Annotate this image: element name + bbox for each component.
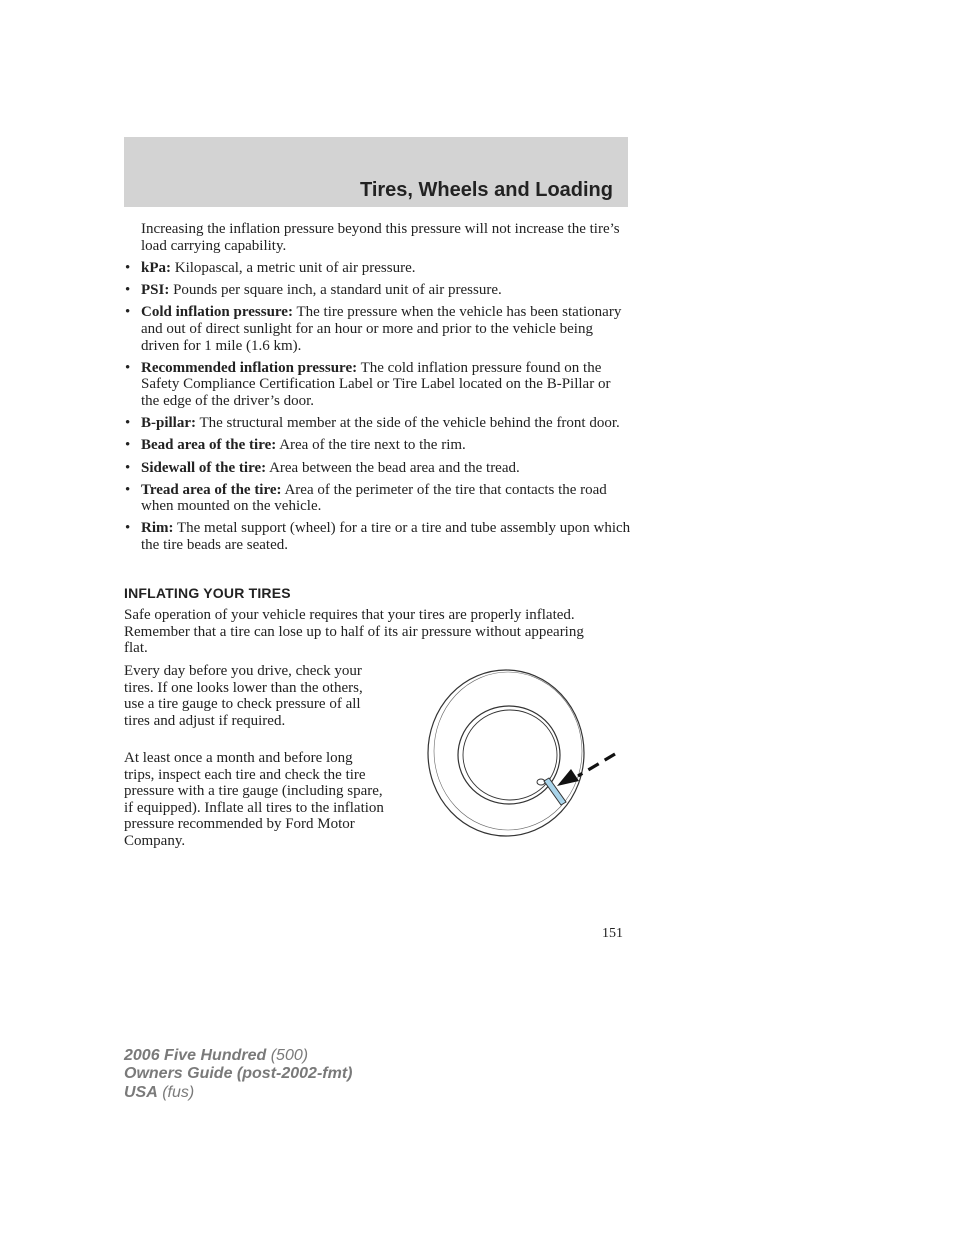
definition-term: Cold inflation pressure:	[141, 304, 293, 321]
definition-text: Pounds per square inch, a standard unit of air pressure.	[173, 282, 502, 299]
section-title: Tires, Wheels and Loading	[359, 179, 613, 201]
document-footer	[124, 1047, 352, 1102]
definition-item	[124, 282, 631, 299]
footer-market: USA	[124, 1083, 158, 1101]
definition-term: Recommended inflation pressure:	[141, 359, 358, 376]
definition-item	[124, 415, 631, 432]
footer-line-3	[124, 1084, 352, 1102]
definition-text: The metal support (wheel) for a tire or a tire and tube assembly upon which the tire beads are seated.	[141, 520, 631, 554]
tire-valve-stem-illustration	[424, 665, 620, 841]
intro-paragraph: Increasing the inflation pressure beyond this pressure will not increase the tire’s load carrying capability.	[141, 221, 620, 254]
footer-market-code: (fus)	[157, 1083, 195, 1101]
definition-text: Area of the tire next to the rim.	[279, 437, 466, 454]
definition-term: kPa:	[141, 260, 171, 276]
valve-cap	[537, 779, 545, 785]
definition-text: The structural member at the side of the vehicle behind the front door.	[199, 415, 620, 432]
definition-term: PSI:	[141, 282, 170, 299]
definition-item	[124, 482, 631, 515]
definition-item	[124, 520, 631, 553]
footer-line-1	[124, 1047, 352, 1065]
inflation-paragraph-3: At least once a month and before long trips, inspect each tire and check the tire pressure with a tire gauge (including spare, if equipped). Inflate all tires to the inflation pressure recommended by Ford Motor Company.	[124, 750, 384, 849]
definition-term: Sidewall of the tire:	[141, 459, 267, 476]
rim-inner-edge	[463, 710, 557, 800]
definition-text: Area between the bead area and the tread.	[269, 459, 520, 476]
page-number: 151	[602, 926, 623, 941]
definition-item	[124, 437, 631, 454]
inflation-paragraph-1: Safe operation of your vehicle requires that your tires are properly inflated. Remember that a tire can lose up to half of its air pressure without appearing flat.	[124, 607, 584, 657]
definition-term: B-pillar:	[141, 415, 196, 432]
definition-term: Rim:	[141, 520, 174, 537]
footer-line-2	[124, 1065, 352, 1083]
inflation-paragraph-2: Every day before you drive, check your tires. If one looks lower than the others, use a tire gauge to check pressure of all tires and adjust if required.	[124, 663, 363, 729]
footer-model: 2006 Five Hundred	[124, 1047, 267, 1064]
definition-text: Kilopascal, a metric unit of air pressure.	[174, 260, 416, 276]
definition-text: Area of the perimeter of the tire that contacts the road when mounted on the vehicle.	[141, 481, 607, 515]
definition-item	[124, 260, 631, 277]
definition-term: Bead area of the tire:	[141, 437, 277, 454]
definition-text: The tire pressure when the vehicle has been stationary and out of direct sunlight for an hour or more and prior to the vehicle being driven for 1 mile (1.6 km).	[141, 304, 622, 354]
footer-model-code: (500)	[266, 1047, 309, 1064]
definition-item	[124, 460, 631, 477]
rim-outer-edge	[458, 706, 560, 804]
definition-item	[124, 360, 631, 410]
section-heading: INFLATING YOUR TIRES	[124, 585, 291, 601]
definition-text: The cold inflation pressure found on the Safety Compliance Certification Label or Tire Label located on the B-Pillar or the edge of the driver’s door.	[141, 359, 611, 409]
definition-item	[124, 304, 631, 354]
section-header-band	[124, 137, 628, 207]
tire-outer-edge	[428, 670, 584, 836]
definition-list	[124, 260, 631, 559]
definition-term: Tread area of the tire:	[141, 481, 282, 498]
footer-guide-name: Owners Guide (post-2002-fmt)	[124, 1065, 353, 1083]
